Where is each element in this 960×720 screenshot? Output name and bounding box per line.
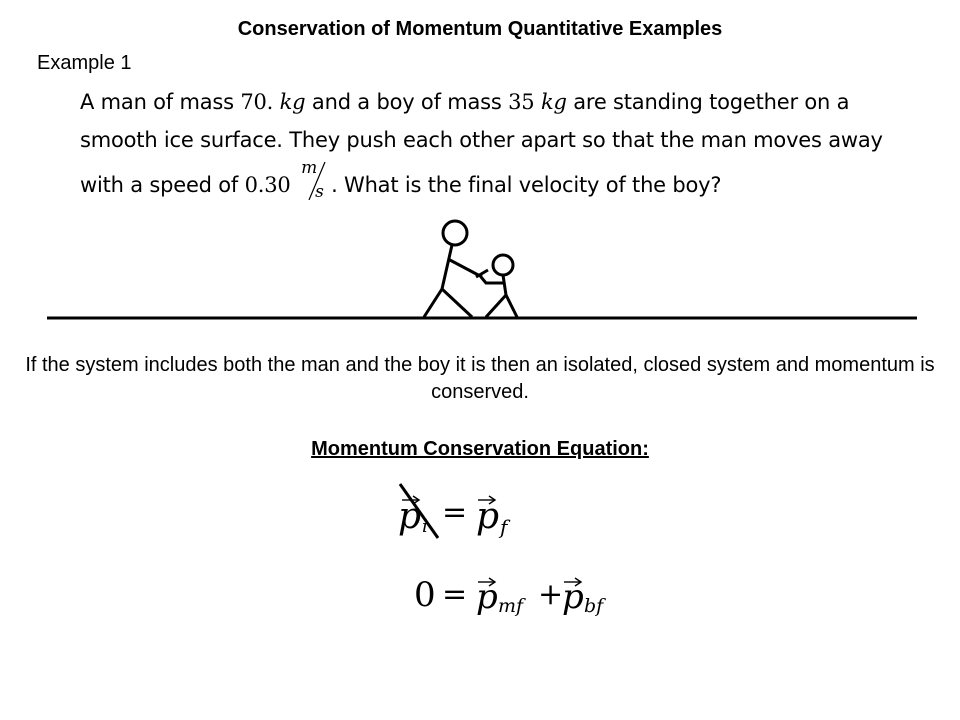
man-figure: [424, 221, 488, 317]
term1-subscript: mf: [498, 595, 524, 617]
speed-value: 0.30: [244, 173, 291, 197]
equation2-lhs: 0: [414, 575, 436, 615]
speed-unit-numerator: m: [301, 158, 317, 178]
equation1-equals: =: [442, 495, 468, 530]
man-head: [443, 221, 467, 245]
momentum-equation-2: [410, 566, 630, 626]
equation2-equals: =: [442, 577, 468, 612]
system-statement: If the system includes both the man and the boy it is then an isolated, closed system and momentum is conserved.: [25, 354, 935, 403]
problem-text: A man of mass: [80, 90, 241, 114]
man-mass-unit: kg: [279, 90, 306, 114]
term1-symbol: p: [476, 577, 498, 617]
boy-final-momentum-term: [562, 577, 606, 617]
man-mass-value: 70.: [240, 90, 274, 114]
problem-text: with a speed of: [80, 173, 245, 197]
man-arm: [448, 259, 482, 277]
final-momentum-term: [476, 496, 511, 539]
rhs-symbol: p: [476, 496, 500, 537]
speed-unit: [297, 160, 331, 200]
boy-mass-value: 35: [508, 90, 535, 114]
problem-text: . What is the final velocity of the boy?: [331, 173, 722, 197]
problem-text: and a boy of mass: [305, 90, 509, 114]
page-title: Conservation of Momentum Quantitative Examples: [237, 18, 723, 40]
boy-head: [493, 255, 513, 275]
boy-leg-right: [506, 295, 517, 317]
boy-body: [503, 275, 506, 295]
problem-text: are standing together on a: [566, 90, 850, 114]
man-leg-left: [424, 289, 442, 317]
example-label: Example 1: [37, 52, 132, 74]
fraction-slash: [297, 160, 331, 200]
rhs-subscript: f: [500, 515, 508, 539]
problem-line-3: [80, 158, 722, 202]
lhs-subscript: i: [422, 516, 428, 537]
man-leg-right: [442, 289, 472, 317]
speed-unit-denominator: s: [315, 182, 324, 202]
boy-mass-unit: kg: [540, 90, 567, 114]
problem-line-2: smooth ice surface. They push each other apart so that the man moves away: [80, 128, 883, 152]
man-final-momentum-term: [476, 577, 526, 617]
ice-scene-illustration: [0, 205, 960, 330]
lhs-symbol: p: [398, 496, 422, 537]
man-body: [442, 245, 452, 289]
equation-heading: Momentum Conservation Equation:: [311, 438, 649, 460]
boy-arm: [481, 277, 505, 283]
problem-line-1: [80, 90, 849, 114]
boy-leg-left: [486, 295, 506, 317]
momentum-equation-1: [380, 478, 540, 548]
boy-figure: [481, 255, 517, 317]
term2-symbol: p: [562, 577, 584, 617]
equation2-plus: +: [538, 577, 564, 612]
term2-subscript: bf: [584, 595, 604, 617]
